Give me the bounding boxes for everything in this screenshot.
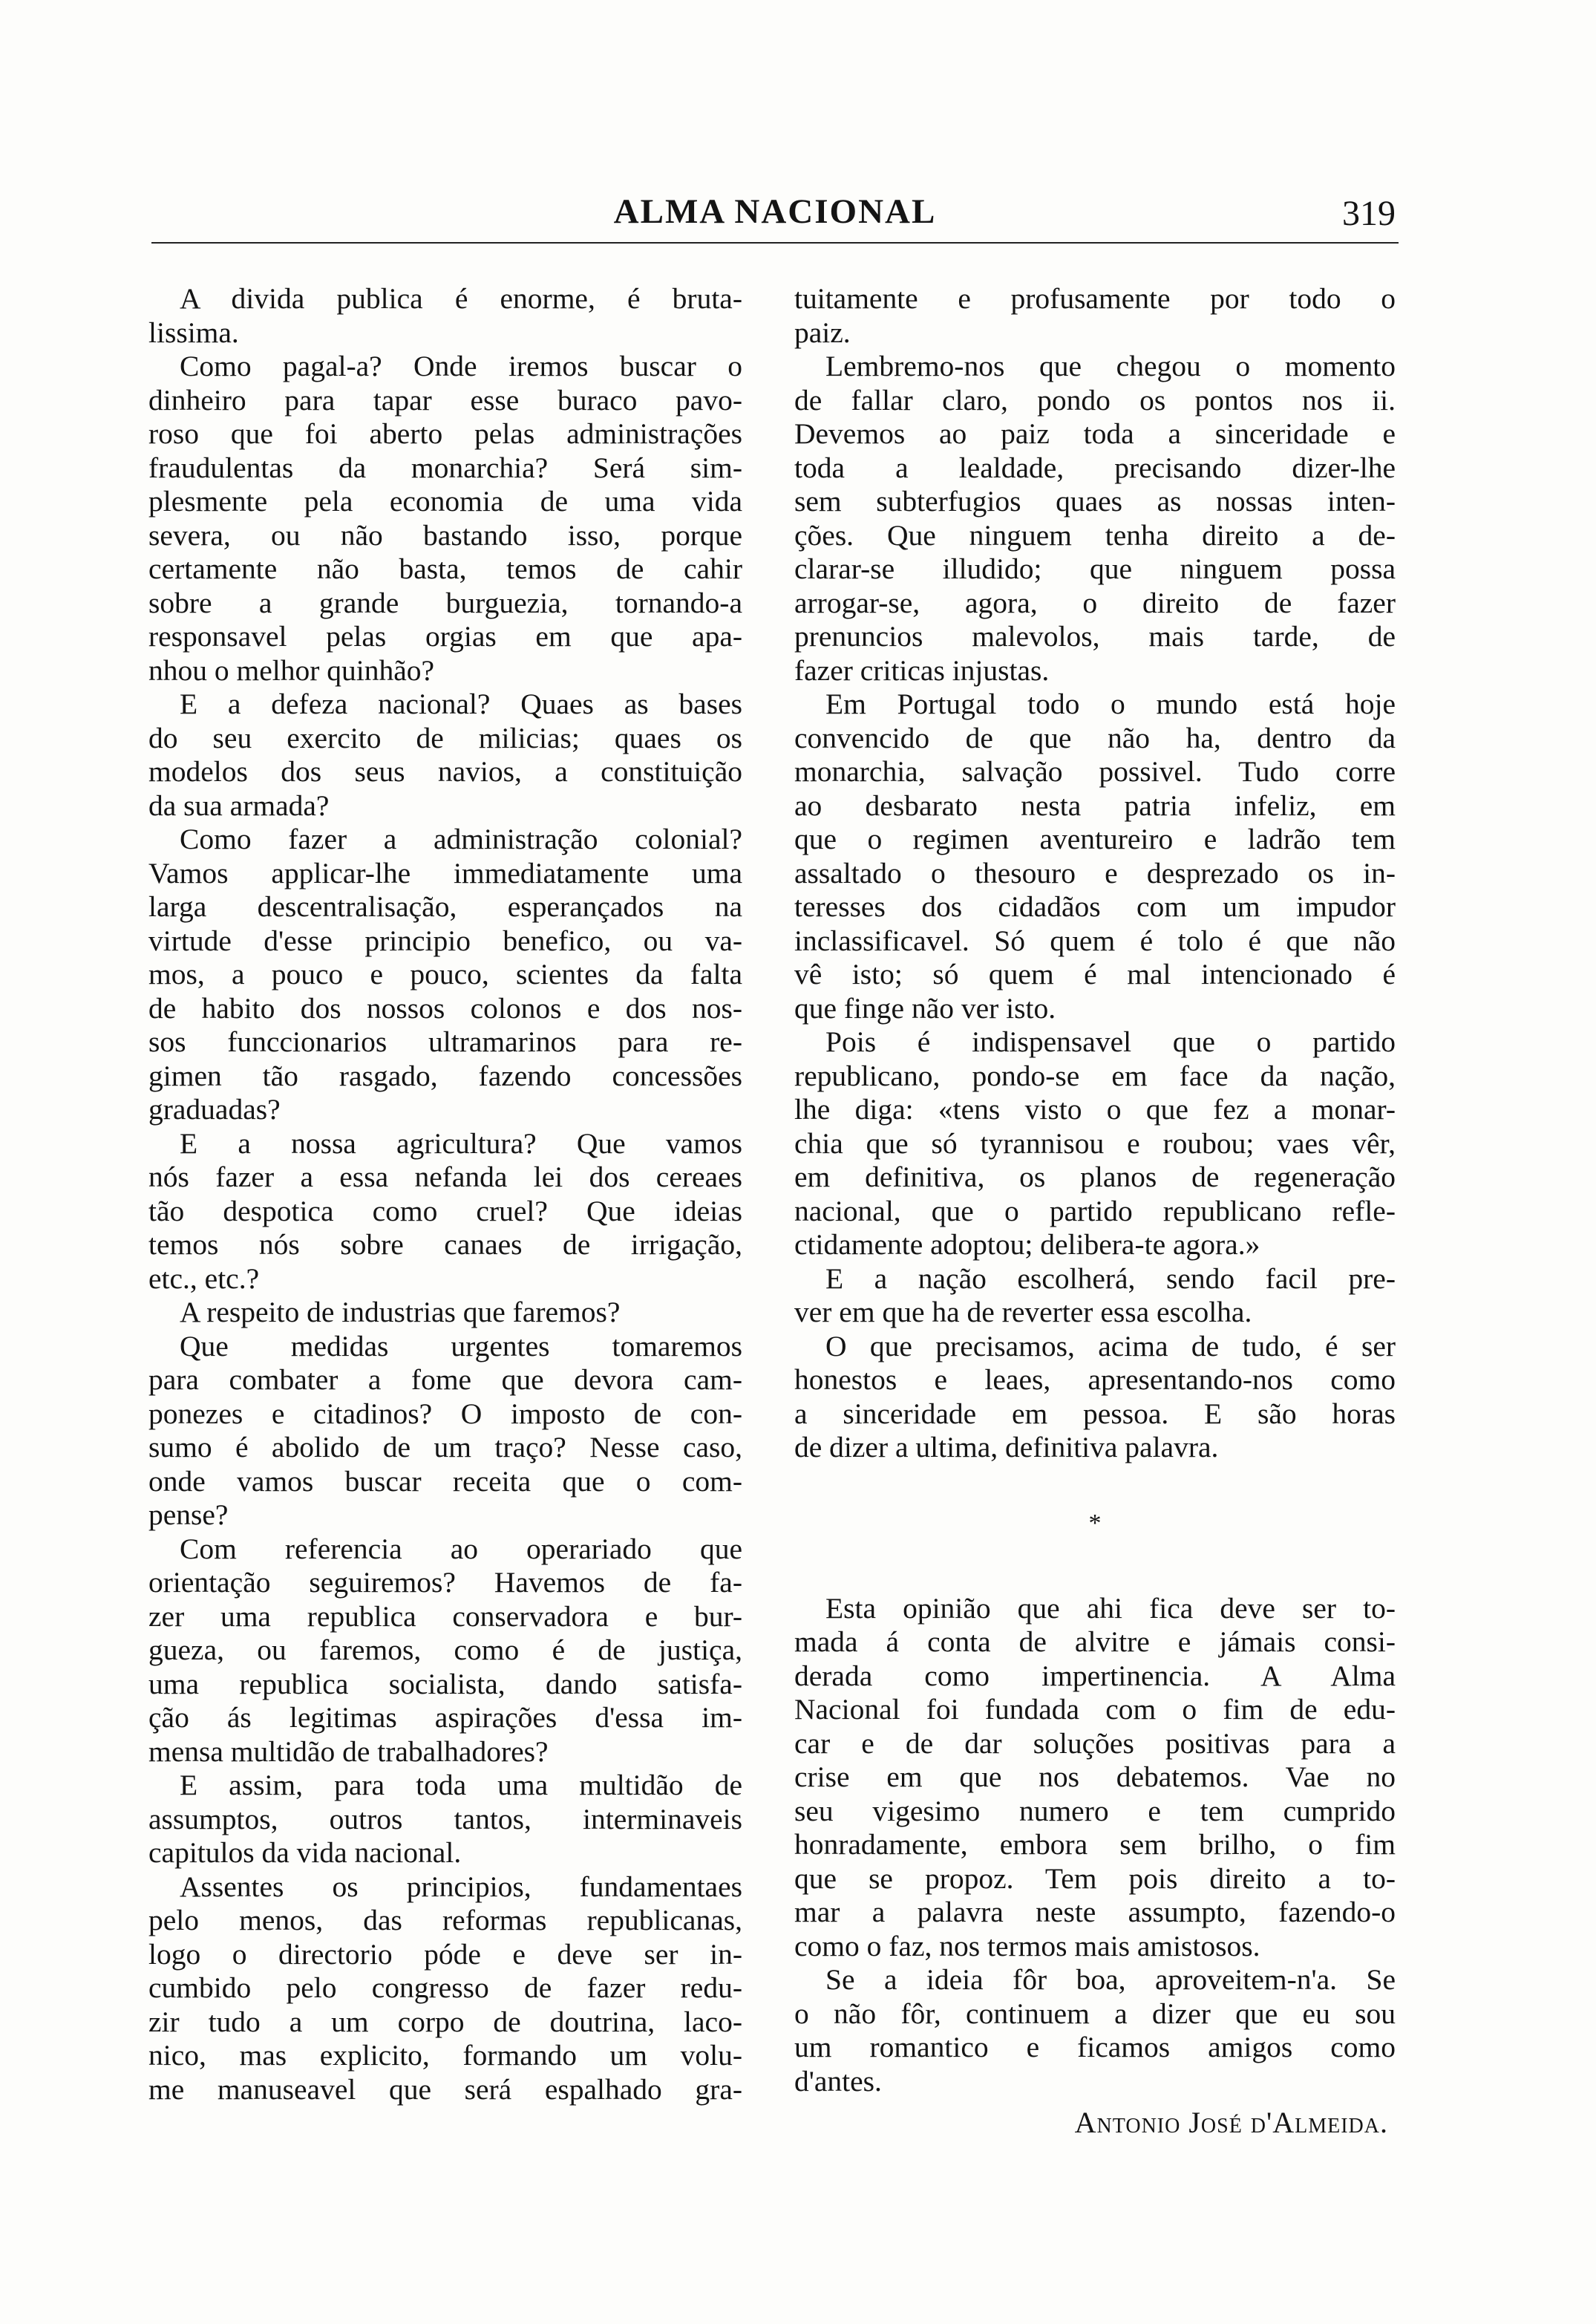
text-line: do seu exercito de milicias; quaes os [148,721,742,754]
text-line: graduadas? [148,1093,281,1126]
text-line: roso que foi aberto pelas administrações [148,417,742,450]
text-line: larga descentralisação, esperançados na [148,890,742,923]
text-line: nico, mas explicito, formando um volu- [148,2039,742,2072]
text-line: Vamos applicar-lhe immediatamente uma [148,856,742,890]
text-line: tuitamente e profusamente por todo o [794,282,1396,315]
text-line: ponezes e citadinos? O imposto de con- [148,1397,742,1430]
text-line: republicano, pondo-se em face da nação, [794,1059,1396,1092]
text-line: toda a lealdade, precisando dizer-lhe [794,451,1396,484]
text-line: ções. Que ninguem tenha direito a de- [794,518,1396,552]
text-line: Se a ideia fôr boa, aproveitem-n'a. Se [825,1963,1396,1996]
text-line: tão despotica como cruel? Que ideias [148,1194,742,1227]
text-line: arrogar-se, agora, o direito de fazer [794,586,1396,619]
text-line: assaltado o thesouro e desprezado os in- [794,856,1396,890]
text-line: plesmente pela economia de uma vida [148,485,742,518]
text-line: de habito dos nossos colonos e dos nos- [148,991,742,1025]
text-line: Esta opinião que ahi fica deve ser to- [825,1591,1396,1625]
journal-title: ALMA NACIONAL [613,192,937,231]
text-line: de fallar claro, pondo os pontos nos ii. [794,383,1396,417]
text-line: honestos e leaes, apresentando-nos como [794,1363,1396,1396]
text-line: assumptos, outros tantos, interminaveis [148,1802,742,1835]
text-line: E a defeza nacional? Quaes as bases [180,688,742,720]
text-line: Como fazer a administração colonial? [180,823,742,855]
text-line: Pois é indispensavel que o partido [825,1025,1396,1058]
text-line: paiz. [794,316,851,349]
text-line: derada como impertinencia. A Alma [794,1659,1396,1692]
text-line: para combater a fome que devora cam- [148,1363,742,1396]
text-line: gimen tão rasgado, fazendo concessões [148,1059,742,1092]
text-line: A respeito de industrias que faremos? [180,1296,621,1328]
text-line: ctidamente adoptou; delibera-te agora.» [794,1228,1260,1261]
text-line: vê isto; só quem é mal intencionado é [794,958,1396,990]
text-line: severa, ou não bastando isso, porque [148,518,742,552]
text-line: uma republica socialista, dando satisfa- [148,1667,742,1700]
text-line: E assim, para toda uma multidão de [180,1769,742,1801]
text-line: cumbido pelo congresso de fazer redu- [148,1971,742,2004]
text-line: d'antes. [794,2064,882,2098]
text-line: gueza, ou faremos, como é de justiça, [148,1633,742,1666]
text-line: lhe diga: «tens visto o que fez a monar- [794,1093,1396,1126]
text-line: clarar-se illudido; que ninguem possa [794,552,1396,585]
text-line: pense? [148,1498,229,1531]
page-header [151,192,1399,236]
text-line: car e de dar soluções positivas para a [794,1726,1396,1760]
text-line: temos nós sobre canaes de irrigação, [148,1228,742,1261]
right-column-text-bottom [794,1592,1396,2099]
right-column [794,282,1396,2140]
text-line: seu vigesimo numero e tem cumprido [794,1794,1396,1827]
text-line: dinheiro para tapar esse buraco pavo- [148,383,742,417]
text-line: honradamente, embora sem brilho, o fim [794,1828,1396,1861]
text-line: logo o directorio póde e deve ser in- [148,1937,742,1971]
text-line: inclassificavel. Só quem é tolo é que não [794,924,1396,957]
text-line: o não fôr, continuem a dizer que eu sou [794,1997,1396,2030]
text-line: zer uma republica conservadora e bur- [148,1599,742,1633]
text-line: convencido de que não ha, dentro da [794,721,1396,754]
text-line: sos funccionarios ultramarinos para re- [148,1025,742,1058]
text-line: que se propoz. Tem pois direito a to- [794,1861,1396,1895]
text-line: responsavel pelas orgias em que apa- [148,620,742,653]
text-line: onde vamos buscar receita que o com- [148,1464,742,1498]
left-column [148,282,742,2106]
text-line: fraudulentas da monarchia? Será sim- [148,451,742,484]
text-line: nacional, que o partido republicano refle- [794,1194,1396,1227]
text-line: mos, a pouco e pouco, scientes da falta [148,958,742,990]
text-line: capitulos da vida nacional. [148,1836,462,1869]
text-line: E a nação escolherá, sendo facil pre- [825,1261,1396,1295]
text-line: que o regimen aventureiro e ladrão tem [794,823,1396,855]
text-line: A divida publica é enorme, é bruta- [180,282,742,315]
text-line: a sinceridade em pessoa. E são horas [794,1397,1396,1430]
text-line: E a nossa agricultura? Que vamos [180,1126,742,1160]
text-line: monarchia, salvação possivel. Tudo corre [794,755,1396,788]
text-line: ção ás legitimas aspirações d'essa im- [148,1701,742,1734]
text-line: Com referencia ao operariado que [180,1532,742,1565]
text-line: fazer criticas injustas. [794,653,1050,687]
text-line: chia que só tyrannisou e roubou; vaes vêr, [794,1126,1396,1160]
text-line: Assentes os principios, fundamentaes [180,1870,742,1903]
text-line: me manuseavel que será espalhado gra- [148,2072,742,2106]
text-line: orientação seguiremos? Havemos de fa- [148,1566,742,1599]
text-line: lissima. [148,316,239,349]
text-line: mensa multidão de trabalhadores? [148,1734,549,1768]
text-line: ver em que ha de reverter essa escolha. [794,1296,1252,1328]
section-separator-star: * [1088,1509,1102,1537]
text-line: Em Portugal todo o mundo está hoje [825,688,1396,720]
text-line: Lembremo-nos que chegou o momento [825,350,1396,382]
text-line: teresses dos cidadãos com um impudor [794,890,1396,923]
text-line: Como pagal-a? Onde iremos buscar o [180,350,742,382]
text-line: virtude d'esse principio benefico, ou va- [148,924,742,957]
text-line: da sua armada? [148,789,330,822]
text-line: um romantico e ficamos amigos como [794,2031,1396,2063]
right-column-text-top [794,282,1396,1465]
text-line: prenuncios malevolos, mais tarde, de [794,620,1396,653]
text-line: nhou o melhor quinhão? [148,653,435,687]
text-line: zir tudo a um corpo de doutrina, laco- [148,2005,742,2038]
page-number: 319 [1342,194,1396,233]
text-line: Que medidas urgentes tomaremos [180,1329,742,1362]
text-line: pelo menos, das reformas republicanas, [148,1904,742,1936]
text-line: mada á conta de alvitre e jámais consi- [794,1625,1396,1658]
text-line: O que precisamos, acima de tudo, é ser [825,1329,1396,1362]
text-line: modelos dos seus navios, a constituição [148,755,742,788]
text-line: de dizer a ultima, definitiva palavra. [794,1431,1219,1463]
text-line: nós fazer a essa nefanda lei dos cereaes [148,1161,742,1193]
text-line: sumo é abolido de um traço? Nesse caso, [148,1431,742,1463]
text-line: em definitiva, os planos de regeneração [794,1161,1396,1193]
text-line: etc., etc.? [148,1261,260,1295]
author-signature: Antonio José d'Almeida. [1074,2106,1388,2139]
text-line: mar a palavra neste assumpto, fazendo-o [794,1896,1396,1928]
header-rule [151,242,1399,244]
text-line: sem subterfugios quaes as nossas inten- [794,485,1396,518]
text-line: crise em que nos debatemos. Vae no [794,1760,1396,1793]
text-line: certamente não basta, temos de cahir [148,552,742,585]
text-line: como o faz, nos termos mais amistosos. [794,1929,1260,1962]
text-line: ao desbarato nesta patria infeliz, em [794,789,1396,822]
left-column-text [148,282,742,2106]
text-line: Devemos ao paiz toda a sinceridade e [794,417,1396,450]
text-line: sobre a grande burguezia, tornando-a [148,586,742,619]
text-line: que finge não ver isto. [794,991,1056,1025]
text-line: Nacional foi fundada com o fim de edu- [794,1693,1396,1726]
